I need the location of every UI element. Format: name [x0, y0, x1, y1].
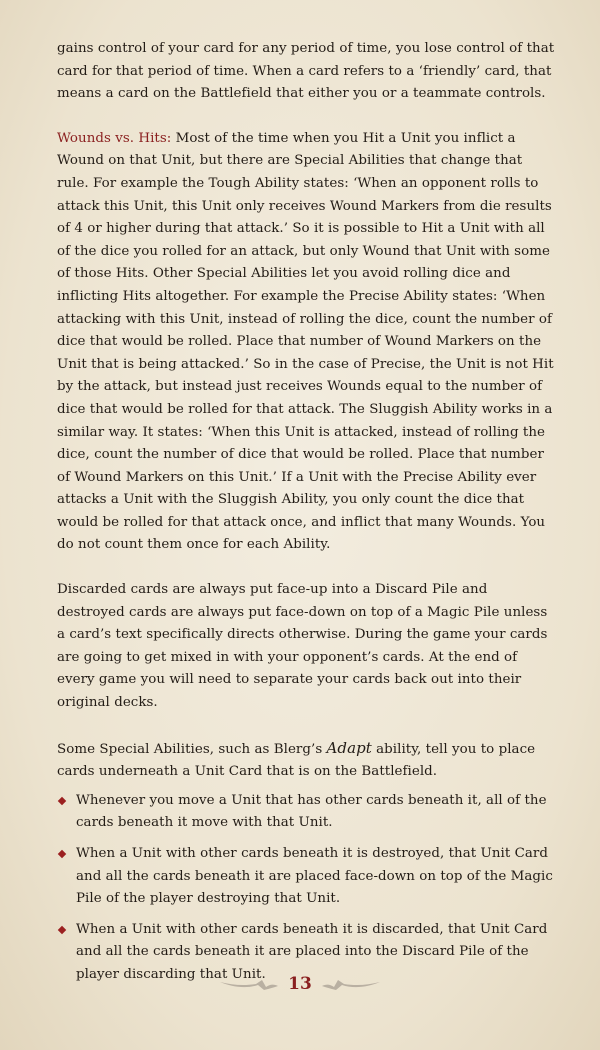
paragraph-wounds-vs-hits [57, 128, 558, 557]
paragraph-discard-destroy: Discarded cards are always put face-up into a Discard Pile and destroyed cards are always put face-down on top of a Magic Pile unless a card’s text specifically directs otherwise. During the game your cards are going to get mixed in with your opponent’s cards. At the end of every game you will need to separate your cards back out into their original decks. [57, 582, 548, 711]
list-item-text: When a Unit with other cards beneath it is discarded, that Unit Card and all the cards beneath it are placed into the Discard Pile of the player discarding that Unit. [76, 921, 548, 982]
page-footer [0, 972, 600, 996]
wounds-vs-hits-heading: Wounds vs. Hits: [57, 130, 172, 146]
list-item-text: Whenever you move a Unit that has other cards beneath it, all of the cards beneath it move with that Unit. [76, 792, 547, 831]
list-item [57, 843, 558, 911]
adapt-ability-name: Adapt [326, 738, 372, 757]
page-number: 13 [288, 973, 312, 994]
wounds-vs-hits-body: Most of the time when you Hit a Unit you inflict a Wound on that Unit, but there are Special Abilities that change that rule. For example the Tough Ability states: ‘When an opponent rolls to attack this Unit, this Unit only receives Wound Markers from die results of 4 or higher during that attack.’ So it is possible to Hit a Unit with all of the dice you rolled for an attack, but only Wound that Unit with some of those Hits. Other Special Abilities let you avoid rolling dice and inflicting Hits altogether. For example the Precise Ability states: ‘When attacking with this Unit, instead of rolling the dice, count the number of dice that would be rolled. Place that number of Wound Markers on the Unit that is being attacked.’ So in the case of Precise, the Unit is not Hit by the attack, but instead just receives Wounds equal to the number of dice that would be rolled for that attack. The Sluggish Ability works in a similar way. It states: ‘When this Unit is attacked, instead of rolling the dice, count the number of dice that would be rolled. Place that number of Wound Markers on this Unit.’ If a Unit with the Precise Ability ever attacks a Unit with the Sluggish Ability, you only count the dice that would be rolled for that attack once, and inflict that many Wounds. You do not count them once for each Ability. [57, 130, 554, 553]
flourish-right-icon [320, 976, 382, 992]
cards-underneath-text-start: Some Special Abilities, such as Blerg’s [57, 741, 327, 757]
bullet-diamond-icon [58, 926, 66, 934]
bullet-diamond-icon [58, 797, 66, 805]
cards-beneath-rules-list [57, 790, 558, 987]
list-item-text: When a Unit with other cards beneath it is destroyed, that Unit Card and all the cards beneath it are placed face-down on top of the Magic Pile of the player destroying that Unit. [76, 846, 553, 907]
cards-underneath-text-end: ability, tell you to place cards underneath a Unit Card that is on the Battlefield. [57, 741, 536, 780]
paragraph-control: gains control of your card for any period of time, you lose control of that card for that period of time. When a card refers to a ‘friendly’ card, that means a card on the Battlefield that either you or a teammate controls. [57, 41, 555, 102]
flourish-left-icon [218, 976, 280, 992]
list-item [57, 790, 558, 835]
paragraph-cards-underneath [57, 737, 558, 784]
bullet-diamond-icon [58, 850, 66, 858]
